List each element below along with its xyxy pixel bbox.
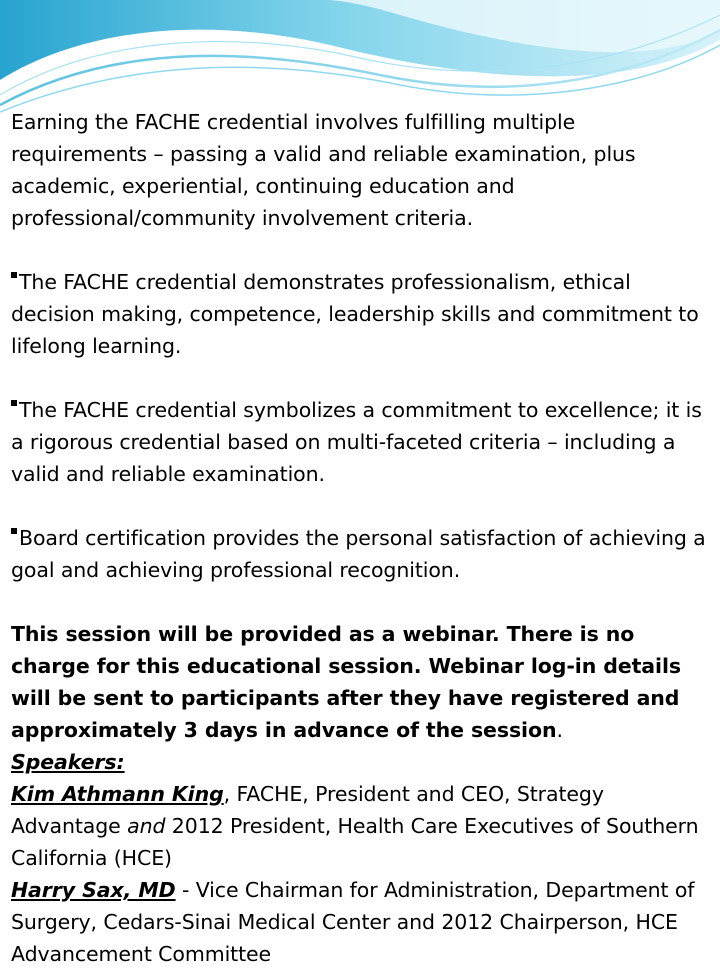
speakers-heading-text: Speakers: [11, 750, 125, 774]
speaker-desc-italic: and [127, 814, 166, 838]
bullet-item [11, 522, 713, 586]
square-bullet-icon [11, 528, 17, 534]
speaker-desc: , FACHE, President and CEO, Strategy Advantage [11, 782, 604, 838]
speaker-desc: - Vice Chairman for Administration, Department of Surgery, Cedars-Sinai Medical Center and 2012 Chairperson, HCE Advancement Committee [11, 878, 695, 966]
intro-paragraph: Earning the FACHE credential involves fulfilling multiple requirements – passing a valid and reliable examination, plus academic, experiential, continuing education and professional/community involvement criteria. [11, 110, 636, 230]
slide-content [11, 106, 713, 970]
speaker-desc: 2012 President, Health Care Executives of Southern California (HCE) [11, 814, 699, 870]
bullet-item [11, 394, 713, 490]
bullet-text: The FACHE credential symbolizes a commitment to excellence; it is a rigorous credential based on multi-faceted criteria – including a valid and reliable examination. [11, 398, 702, 486]
bullet-text: Board certification provides the personal satisfaction of achieving a goal and achieving professional recognition. [11, 526, 706, 582]
square-bullet-icon [11, 400, 17, 406]
speakers-heading [11, 746, 713, 778]
session-note [11, 618, 713, 746]
bullet-item [11, 266, 713, 362]
speaker-name: Harry Sax, MD [11, 878, 176, 902]
speaker-entry [11, 778, 713, 874]
speaker-name: Kim Athmann King [11, 782, 224, 806]
bullet-text: The FACHE credential demonstrates professionalism, ethical decision making, competence, leadership skills and commitment to lifelong learning. [11, 270, 699, 358]
square-bullet-icon [11, 272, 17, 278]
session-note-end: . [556, 718, 563, 742]
speaker-entry [11, 874, 713, 970]
session-note-text: This session will be provided as a webinar. There is no charge for this educational session. Webinar log-in details will be sent to participants after they have registered and approximately 3 days in advance of the session [11, 622, 681, 742]
